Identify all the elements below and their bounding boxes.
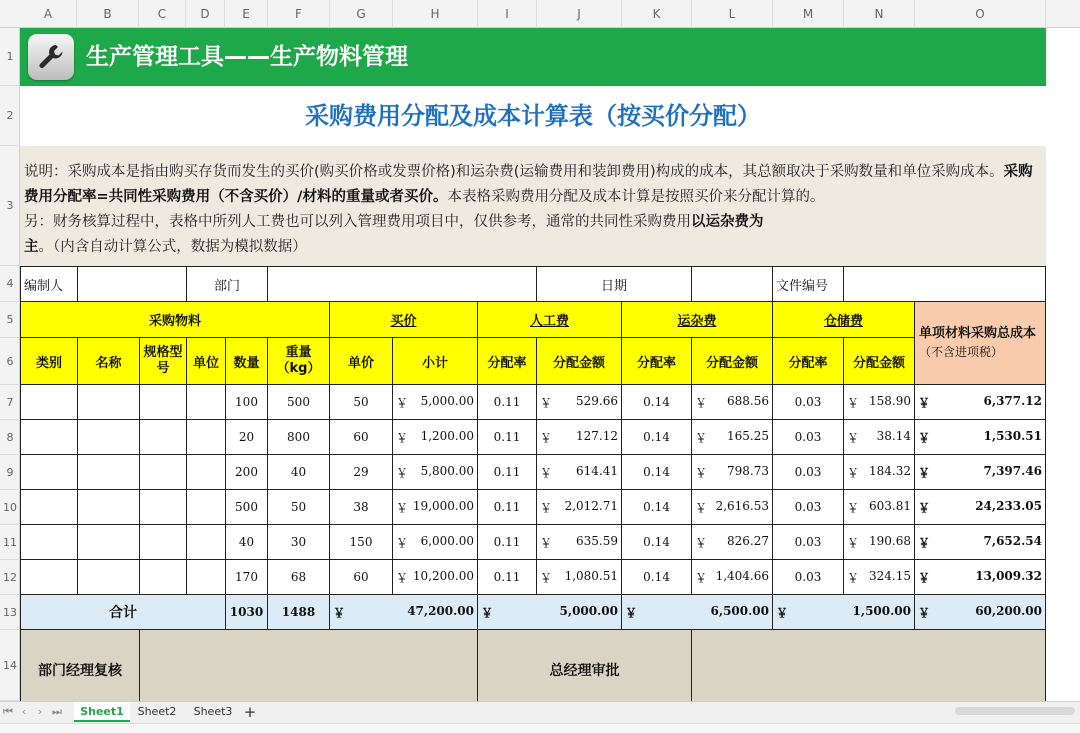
file-no-label[interactable]: 文件编号 <box>773 267 844 302</box>
total-cost-cell[interactable] <box>915 560 1046 595</box>
total-cost[interactable] <box>915 595 1046 630</box>
currency-symbol: ￥ <box>396 570 409 585</box>
category-cell[interactable] <box>21 525 78 560</box>
row-header-5[interactable]: 5 <box>0 302 20 338</box>
desc-text-2: 本表格采购费用分配及成本计算是按照买价来分配计算的。 <box>447 189 825 205</box>
currency-symbol: ￥ <box>918 465 931 480</box>
currency-symbol: ￥ <box>695 430 708 445</box>
subtotal-cell-value: 1,200.00 <box>420 428 474 443</box>
freight-amount-cell-value: 2,616.53 <box>715 498 769 513</box>
currency-symbol: ￥ <box>847 570 860 585</box>
spec-cell[interactable] <box>140 455 187 490</box>
qty-cell[interactable]: 170 <box>226 560 268 595</box>
currency-symbol: ￥ <box>540 395 553 410</box>
labor-amount-cell-value: 614.41 <box>576 463 618 478</box>
currency-symbol: ￥ <box>847 535 860 550</box>
header-storage-rate[interactable]: 分配率 <box>773 338 844 385</box>
header-name[interactable]: 名称 <box>78 338 140 385</box>
unit-cell[interactable] <box>187 385 226 420</box>
table-row <box>21 385 1046 420</box>
desc-text-4: 。（内含自动计算公式，数据为模拟数据） <box>38 239 307 255</box>
name-cell[interactable] <box>78 420 140 455</box>
total-qty[interactable]: 1030 <box>226 595 268 630</box>
spec-cell[interactable] <box>140 385 187 420</box>
total-storage[interactable] <box>773 595 915 630</box>
table-row <box>21 560 1046 595</box>
freight-amount-cell[interactable] <box>692 455 773 490</box>
freight-rate-cell[interactable]: 0.14 <box>622 420 692 455</box>
currency-symbol: ￥ <box>481 605 494 620</box>
freight-amount-cell-value: 798.73 <box>727 463 769 478</box>
header-freight-amount[interactable]: 分配金额 <box>692 338 773 385</box>
column-header-c[interactable]: C <box>139 0 186 28</box>
unit-price-cell[interactable]: 29 <box>330 455 393 490</box>
currency-symbol: ￥ <box>396 465 409 480</box>
labor-amount-cell-value: 1,080.51 <box>564 568 618 583</box>
total-cost-cell[interactable] <box>915 490 1046 525</box>
storage-amount-cell[interactable] <box>844 525 915 560</box>
total-cost-value: 60,200.00 <box>975 603 1042 618</box>
currency-symbol: ￥ <box>540 570 553 585</box>
freight-rate-cell[interactable]: 0.14 <box>622 385 692 420</box>
total-labor-value: 5,000.00 <box>559 603 618 618</box>
header-subtotal[interactable]: 小计 <box>393 338 478 385</box>
date-value[interactable] <box>692 267 773 302</box>
date-label[interactable]: 日期 <box>537 267 692 302</box>
gm-approval-signature[interactable] <box>692 630 1046 710</box>
desc-text-3: 另：财务核算过程中，表格中所列人工费也可以列入管理费用项目中，仅供参考，通常的共同性采购费用 <box>24 214 691 230</box>
header-labor[interactable]: 人工费 <box>478 302 622 338</box>
currency-symbol: ￥ <box>540 535 553 550</box>
currency-symbol: ￥ <box>847 465 860 480</box>
header-total-cost-text: 单项材料采购总成本 <box>919 325 1037 341</box>
first-sheet-icon[interactable]: ⏮ <box>3 705 13 718</box>
currency-symbol: ￥ <box>396 500 409 515</box>
currency-symbol: ￥ <box>540 430 553 445</box>
column-header-f[interactable]: F <box>268 0 330 28</box>
total-weight[interactable]: 1488 <box>268 595 330 630</box>
currency-symbol: ￥ <box>847 500 860 515</box>
total-cost-cell-value: 13,009.32 <box>975 568 1042 583</box>
storage-rate-cell[interactable]: 0.03 <box>773 490 844 525</box>
freight-amount-cell[interactable] <box>692 490 773 525</box>
currency-symbol: ￥ <box>333 605 346 620</box>
column-header-m[interactable]: M <box>773 0 844 28</box>
row-header-13[interactable]: 13 <box>0 595 20 630</box>
labor-rate-cell[interactable]: 0.11 <box>478 385 537 420</box>
subtotal-cell[interactable] <box>393 385 478 420</box>
qty-cell[interactable]: 40 <box>226 525 268 560</box>
labor-rate-cell[interactable]: 0.11 <box>478 525 537 560</box>
labor-amount-cell[interactable] <box>537 560 622 595</box>
unit-cell[interactable] <box>187 420 226 455</box>
header-material[interactable]: 采购物料 <box>21 302 330 338</box>
spec-cell[interactable] <box>140 420 187 455</box>
total-cost-cell[interactable] <box>915 420 1046 455</box>
currency-symbol: ￥ <box>540 500 553 515</box>
currency-symbol: ￥ <box>918 500 931 515</box>
storage-rate-cell[interactable]: 0.03 <box>773 455 844 490</box>
row-header-4[interactable]: 4 <box>0 266 20 302</box>
unit-cell[interactable] <box>187 490 226 525</box>
labor-amount-cell-value: 127.12 <box>576 428 618 443</box>
document-title[interactable]: 采购费用分配及成本计算表（按买价分配） <box>305 102 761 130</box>
editor-value[interactable] <box>78 267 187 302</box>
labor-amount-cell[interactable] <box>537 385 622 420</box>
freight-amount-cell-value: 688.56 <box>727 393 769 408</box>
column-header-d[interactable]: D <box>186 0 225 28</box>
header-storage-amount[interactable]: 分配金额 <box>844 338 915 385</box>
freight-amount-cell[interactable] <box>692 525 773 560</box>
status-bar <box>0 723 1080 733</box>
subtotal-cell-value: 5,800.00 <box>420 463 474 478</box>
weight-cell[interactable]: 800 <box>268 420 330 455</box>
freight-amount-cell-value: 826.27 <box>727 533 769 548</box>
column-header-j[interactable]: J <box>537 0 622 28</box>
currency-symbol: ￥ <box>695 465 708 480</box>
header-total-cost-note: （不含进项税） <box>919 344 1004 359</box>
category-cell[interactable] <box>21 490 78 525</box>
name-cell[interactable] <box>78 455 140 490</box>
storage-rate-cell[interactable]: 0.03 <box>773 420 844 455</box>
column-header-i[interactable]: I <box>478 0 537 28</box>
currency-symbol: ￥ <box>625 605 638 620</box>
currency-symbol: ￥ <box>918 430 931 445</box>
add-sheet-icon[interactable]: + <box>243 703 257 721</box>
weight-cell[interactable]: 500 <box>268 385 330 420</box>
currency-symbol: ￥ <box>396 395 409 410</box>
desc-emphasis: 以运杂费为主 <box>24 214 764 255</box>
weight-cell[interactable]: 30 <box>268 525 330 560</box>
freight-rate-cell[interactable]: 0.14 <box>622 525 692 560</box>
labor-amount-cell-value: 2,012.71 <box>564 498 618 513</box>
row-header-6[interactable]: 6 <box>0 338 20 385</box>
total-price[interactable] <box>330 595 478 630</box>
column-header-o[interactable]: O <box>915 0 1046 28</box>
file-no-value[interactable] <box>844 267 1046 302</box>
storage-amount-cell-value: 324.15 <box>869 568 911 583</box>
storage-rate-cell[interactable]: 0.03 <box>773 525 844 560</box>
unit-price-cell[interactable]: 60 <box>330 420 393 455</box>
spec-cell[interactable] <box>140 525 187 560</box>
subtotal-cell[interactable] <box>393 560 478 595</box>
header-spec[interactable]: 规格型号 <box>140 338 187 385</box>
weight-cell[interactable]: 68 <box>268 560 330 595</box>
dept-manager-label[interactable]: 部门经理复核 <box>21 630 140 710</box>
storage-rate-cell[interactable]: 0.03 <box>773 385 844 420</box>
currency-symbol: ￥ <box>695 500 708 515</box>
total-labor[interactable] <box>478 595 622 630</box>
editor-label[interactable]: 编制人 <box>21 267 78 302</box>
freight-rate-cell[interactable]: 0.14 <box>622 455 692 490</box>
freight-amount-cell-value: 165.25 <box>727 428 769 443</box>
column-header-e[interactable]: E <box>225 0 268 28</box>
header-category[interactable]: 类别 <box>21 338 78 385</box>
tab-sheet2[interactable]: Sheet2 <box>137 705 177 718</box>
total-price-value: 47,200.00 <box>407 603 474 618</box>
labor-amount-cell[interactable] <box>537 490 622 525</box>
unit-price-cell[interactable]: 60 <box>330 560 393 595</box>
name-cell[interactable] <box>78 490 140 525</box>
header-qty[interactable]: 数量 <box>226 338 268 385</box>
last-sheet-icon[interactable]: ⏭ <box>52 705 62 718</box>
header-labor-rate[interactable]: 分配率 <box>478 338 537 385</box>
subtotal-cell-value: 6,000.00 <box>420 533 474 548</box>
column-header-k[interactable]: K <box>622 0 692 28</box>
labor-amount-cell[interactable] <box>537 525 622 560</box>
total-storage-value: 1,500.00 <box>852 603 911 618</box>
wrench-icon <box>28 34 74 80</box>
weight-cell[interactable]: 50 <box>268 490 330 525</box>
total-cost-cell[interactable] <box>915 455 1046 490</box>
subtotal-cell-value: 5,000.00 <box>420 393 474 408</box>
subtotal-cell-value: 10,200.00 <box>412 568 474 583</box>
column-header-g[interactable]: G <box>330 0 393 28</box>
table-row <box>21 420 1046 455</box>
header-unit-price[interactable]: 单价 <box>330 338 393 385</box>
row-header-10[interactable]: 10 <box>0 490 20 525</box>
column-header-n[interactable]: N <box>844 0 915 28</box>
total-cost-cell-value: 6,377.12 <box>983 393 1042 408</box>
cost-table <box>20 266 1046 710</box>
category-cell[interactable] <box>21 385 78 420</box>
header-freight-rate[interactable]: 分配率 <box>622 338 692 385</box>
labor-rate-cell[interactable]: 0.11 <box>478 490 537 525</box>
freight-amount-cell[interactable] <box>692 560 773 595</box>
currency-symbol: ￥ <box>918 605 931 620</box>
currency-symbol: ￥ <box>918 535 931 550</box>
qty-cell[interactable]: 100 <box>226 385 268 420</box>
name-cell[interactable] <box>78 525 140 560</box>
currency-symbol: ￥ <box>695 535 708 550</box>
currency-symbol: ￥ <box>695 395 708 410</box>
spec-cell[interactable] <box>140 490 187 525</box>
desc-text-1: 说明：采购成本是指由购买存货而发生的买价(购买价格或发票价格)和运杂费(运输费用和装卸费用)构成的成本，其总额取决于采购数量和单位采购成本。 <box>24 164 1004 180</box>
storage-amount-cell-value: 190.68 <box>869 533 911 548</box>
subtotal-cell[interactable] <box>393 420 478 455</box>
category-cell[interactable] <box>21 560 78 595</box>
unit-cell[interactable] <box>187 455 226 490</box>
storage-amount-cell-value: 603.81 <box>869 498 911 513</box>
header-labor-amount[interactable]: 分配金额 <box>537 338 622 385</box>
weight-cell[interactable]: 40 <box>268 455 330 490</box>
currency-symbol: ￥ <box>918 395 931 410</box>
currency-symbol: ￥ <box>540 465 553 480</box>
prev-sheet-icon[interactable]: ‹ <box>21 705 27 718</box>
storage-amount-cell[interactable] <box>844 455 915 490</box>
tab-sheet3[interactable]: Sheet3 <box>193 705 233 718</box>
storage-amount-cell[interactable] <box>844 385 915 420</box>
category-cell[interactable] <box>21 420 78 455</box>
qty-cell[interactable]: 20 <box>226 420 268 455</box>
total-cost-cell-value: 24,233.05 <box>975 498 1042 513</box>
storage-amount-cell[interactable] <box>844 490 915 525</box>
freight-rate-cell[interactable]: 0.14 <box>622 560 692 595</box>
subtotal-cell[interactable] <box>393 525 478 560</box>
header-unit[interactable]: 单位 <box>187 338 226 385</box>
header-total-cost[interactable] <box>915 302 1046 385</box>
row-header-9[interactable]: 9 <box>0 455 20 490</box>
subtotal-cell[interactable] <box>393 455 478 490</box>
row-header-7[interactable]: 7 <box>0 385 20 420</box>
currency-symbol: ￥ <box>396 430 409 445</box>
freight-rate-cell[interactable]: 0.14 <box>622 490 692 525</box>
gm-approval-label[interactable]: 总经理审批 <box>478 630 692 710</box>
unit-price-cell[interactable]: 38 <box>330 490 393 525</box>
labor-rate-cell[interactable]: 0.11 <box>478 455 537 490</box>
category-cell[interactable] <box>21 455 78 490</box>
dept-value[interactable] <box>268 267 537 302</box>
row-header-14[interactable]: 14 <box>0 630 20 701</box>
total-cost-cell[interactable] <box>915 385 1046 420</box>
row-header-12[interactable]: 12 <box>0 560 20 595</box>
storage-amount-cell[interactable] <box>844 420 915 455</box>
row-header-2[interactable]: 2 <box>0 86 20 146</box>
labor-rate-cell[interactable]: 0.11 <box>478 420 537 455</box>
unit-cell[interactable] <box>187 560 226 595</box>
total-label[interactable]: 合计 <box>21 595 226 630</box>
storage-amount-cell-value: 38.14 <box>876 428 911 443</box>
header-weight[interactable]: 重量（kg） <box>268 338 330 385</box>
qty-cell[interactable]: 200 <box>226 455 268 490</box>
name-cell[interactable] <box>78 560 140 595</box>
freight-amount-cell[interactable] <box>692 385 773 420</box>
freight-amount-cell-value: 1,404.66 <box>715 568 769 583</box>
tab-sheet1[interactable]: Sheet1 <box>74 702 130 722</box>
description-cell[interactable] <box>20 146 1046 266</box>
labor-amount-cell[interactable] <box>537 455 622 490</box>
currency-symbol: ￥ <box>776 605 789 620</box>
storage-amount-cell[interactable] <box>844 560 915 595</box>
total-freight-value: 6,500.00 <box>710 603 769 618</box>
row-header-3[interactable]: 3 <box>0 146 20 266</box>
labor-rate-cell[interactable]: 0.11 <box>478 560 537 595</box>
header-freight[interactable]: 运杂费 <box>622 302 773 338</box>
desc-formula: 采购费用分配率=共同性采购费用（不含买价）/材料的重量或者买价。 <box>24 164 1033 205</box>
unit-cell[interactable] <box>187 525 226 560</box>
unit-price-cell[interactable]: 150 <box>330 525 393 560</box>
unit-price-cell[interactable]: 50 <box>330 385 393 420</box>
table-row <box>21 525 1046 560</box>
currency-symbol: ￥ <box>847 430 860 445</box>
row-header-11[interactable]: 11 <box>0 525 20 560</box>
labor-amount-cell-value: 529.66 <box>576 393 618 408</box>
storage-rate-cell[interactable]: 0.03 <box>773 560 844 595</box>
next-sheet-icon[interactable]: › <box>37 705 43 718</box>
column-header-l[interactable]: L <box>692 0 773 28</box>
freight-amount-cell[interactable] <box>692 420 773 455</box>
storage-amount-cell-value: 158.90 <box>869 393 911 408</box>
currency-symbol: ￥ <box>918 570 931 585</box>
header-price[interactable]: 买价 <box>330 302 478 338</box>
subtotal-cell-value: 19,000.00 <box>412 498 474 513</box>
spec-cell[interactable] <box>140 560 187 595</box>
qty-cell[interactable]: 500 <box>226 490 268 525</box>
name-cell[interactable] <box>78 385 140 420</box>
total-freight[interactable] <box>622 595 773 630</box>
total-cost-cell[interactable] <box>915 525 1046 560</box>
column-header-a[interactable]: A <box>20 0 77 28</box>
table-row <box>21 490 1046 525</box>
row-header-1[interactable]: 1 <box>0 28 20 86</box>
column-header-h[interactable]: H <box>393 0 478 28</box>
currency-symbol: ￥ <box>847 395 860 410</box>
table-row <box>21 455 1046 490</box>
banner-title: 生产管理工具——生产物料管理 <box>86 44 408 70</box>
labor-amount-cell[interactable] <box>537 420 622 455</box>
total-cost-cell-value: 1,530.51 <box>983 428 1042 443</box>
subtotal-cell[interactable] <box>393 490 478 525</box>
total-cost-cell-value: 7,652.54 <box>983 533 1042 548</box>
header-storage[interactable]: 仓储费 <box>773 302 915 338</box>
row-header-8[interactable]: 8 <box>0 420 20 455</box>
labor-amount-cell-value: 635.59 <box>576 533 618 548</box>
storage-amount-cell-value: 184.32 <box>869 463 911 478</box>
dept-label[interactable]: 部门 <box>187 267 268 302</box>
column-header-b[interactable]: B <box>77 0 139 28</box>
currency-symbol: ￥ <box>396 535 409 550</box>
total-cost-cell-value: 7,397.46 <box>983 463 1042 478</box>
currency-symbol: ￥ <box>695 570 708 585</box>
dept-manager-signature[interactable] <box>140 630 478 710</box>
horizontal-scrollbar[interactable] <box>955 707 1075 715</box>
